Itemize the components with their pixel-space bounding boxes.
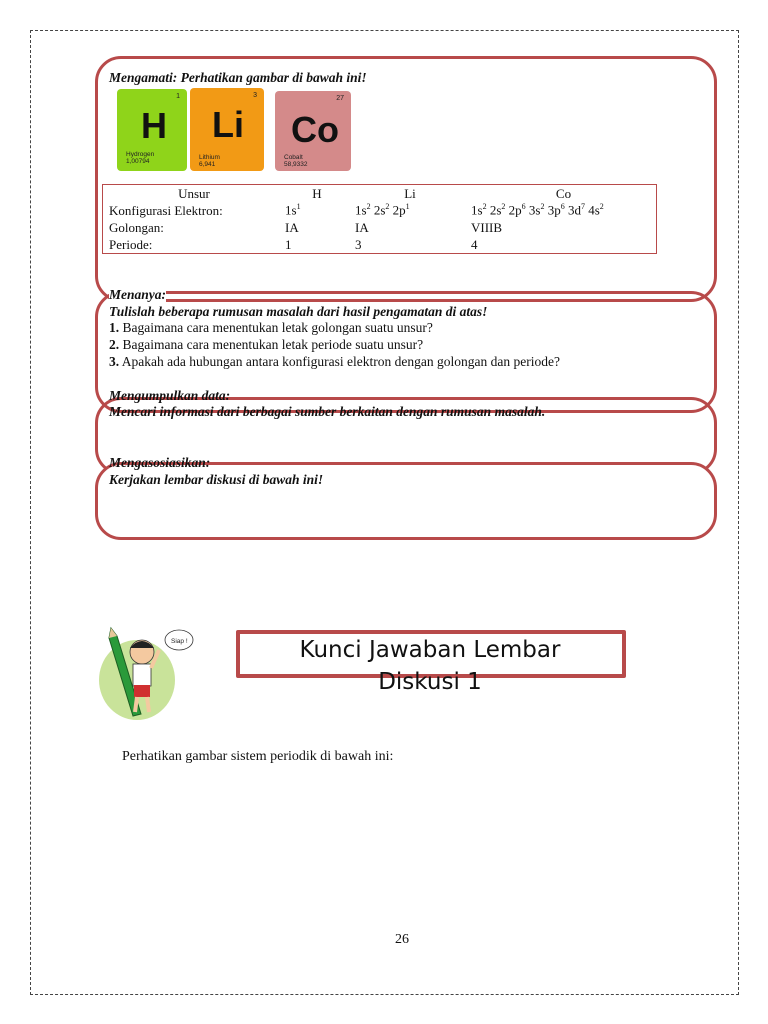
element-tile-lithium xyxy=(190,88,264,171)
element-mass: 1,00794 xyxy=(126,158,150,165)
question-number: 3. xyxy=(109,354,120,369)
element-symbol: Li xyxy=(212,104,244,145)
period-co: 4 xyxy=(471,236,478,252)
group-h: IA xyxy=(285,219,299,235)
element-symbol: Co xyxy=(291,109,339,150)
observe-label: Mengamati: Perhatikan gambar di bawah ini! xyxy=(109,70,367,85)
config-h: $1s^1$ xyxy=(285,202,301,218)
question-item xyxy=(109,337,423,353)
element-name: Hydrogen xyxy=(126,151,155,158)
collect-text: Mencari informasi dari berbagai sumber berkaitan dengan rumusan masalah. xyxy=(109,404,546,419)
collect-label: Mengumpulkan data: xyxy=(109,388,231,403)
header-h: H xyxy=(312,185,322,201)
question-number: 1. xyxy=(109,320,120,335)
header-co: Co xyxy=(555,185,572,201)
group-li: IA xyxy=(355,219,369,235)
element-mass: 6,941 xyxy=(199,161,216,168)
header-unsur: Unsur xyxy=(178,185,210,201)
row-label: Golongan: xyxy=(109,219,164,235)
element-tile-hydrogen xyxy=(117,89,187,171)
question-number: 2. xyxy=(109,337,120,352)
ask-label: Menanya: xyxy=(109,287,166,302)
period-h: 1 xyxy=(285,236,292,252)
question-text: Apakah ada hubungan antara konfigurasi elektron dengan golongan dan periode? xyxy=(119,354,560,369)
element-name: Cobalt xyxy=(284,154,303,161)
config-co: $1s^2$ $2s^2$ $2p^6$ $3s^2$ $3p^6$ $3d^7$ $4s^2$ xyxy=(471,202,604,218)
question-text: Bagaimana cara menentukan letak golongan suatu unsur? xyxy=(119,320,433,335)
answer-key-title-line1: Kunci Jawaban Lembar xyxy=(299,637,561,663)
ask-instruction: Tulislah beberapa rumusan masalah dari hasil pengamatan di atas! xyxy=(109,304,488,319)
speech-bubble-text: Siap ! xyxy=(171,638,188,645)
table-row xyxy=(103,202,657,219)
element-symbol: H xyxy=(141,105,167,146)
row-label: Konfigurasi Elektron: xyxy=(109,202,223,218)
header-li: Li xyxy=(404,185,416,201)
question-item xyxy=(109,320,433,336)
page-number: 26 xyxy=(395,932,409,947)
table-row xyxy=(103,219,657,236)
atomic-number: 1 xyxy=(176,93,180,100)
element-name: Lithium xyxy=(199,154,220,161)
table-row xyxy=(103,236,657,254)
question-item xyxy=(109,354,560,370)
atomic-number: 27 xyxy=(336,95,344,102)
period-li: 3 xyxy=(355,236,362,252)
table-header-row xyxy=(103,185,657,203)
observe-box xyxy=(95,56,717,302)
electron-config-table xyxy=(102,184,657,254)
element-tile-cobalt xyxy=(275,91,351,171)
associate-label: Mengasosiasikan: xyxy=(109,455,211,470)
question-text: Bagaimana cara menentukan letak periode suatu unsur? xyxy=(119,337,424,352)
config-li: $1s^2$ $2s^2$ $2p^1$ xyxy=(355,202,410,218)
associate-text: Kerjakan lembar diskusi di bawah ini! xyxy=(109,472,324,487)
row-label: Periode: xyxy=(109,236,153,252)
answer-key-title-line2: Diskusi 1 xyxy=(378,669,482,695)
element-mass: 58,9332 xyxy=(284,161,308,168)
atomic-number: 3 xyxy=(253,92,257,99)
student-pencil-mascot-illustration xyxy=(97,622,202,722)
answer-key-title xyxy=(260,634,600,698)
answer-intro-text: Perhatikan gambar sistem periodik di bawah ini: xyxy=(122,749,394,764)
group-co: VIIIB xyxy=(471,219,503,235)
